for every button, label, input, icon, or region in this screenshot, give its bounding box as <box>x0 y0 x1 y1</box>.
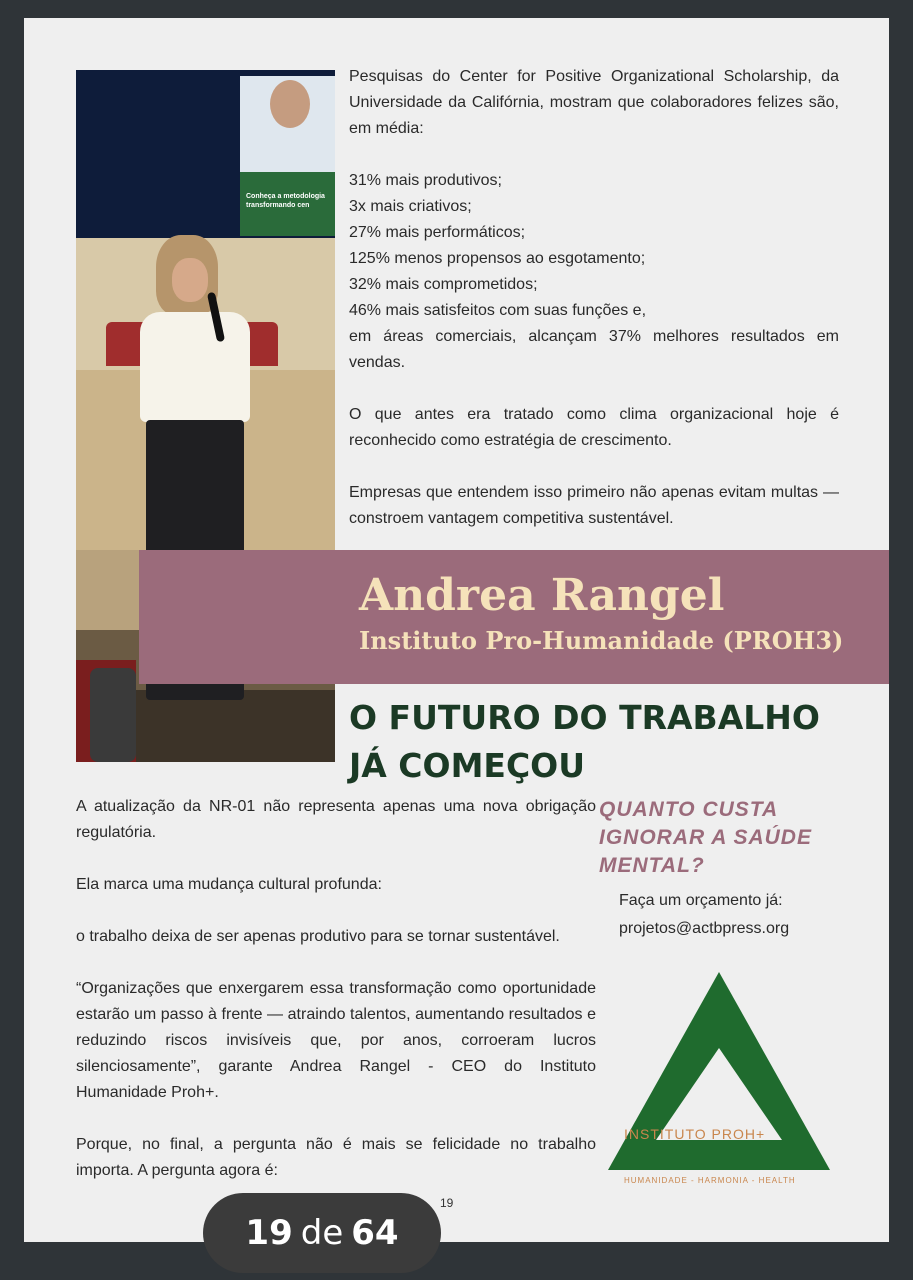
article-headline: O FUTURO DO TRABALHO JÁ COMEÇOU <box>349 698 820 785</box>
logo-tagline: HUMANIDADE - HARMONIA - HEALTH <box>624 1176 796 1185</box>
cultural-change-paragraph: Ela marca uma mudança cultural profunda: <box>76 876 382 893</box>
stat-item: 3x mais criativos; <box>349 198 472 215</box>
slide-caption: Conheça a metodologia transformando cen <box>246 193 325 209</box>
chair-arm <box>90 668 136 762</box>
speaker-shirt <box>140 312 250 422</box>
projection-screen <box>76 70 335 238</box>
author-name: Andrea Rangel <box>359 570 725 621</box>
intro-paragraph: Pesquisas do Center for Positive Organizational Scholarship, da Universidade da Califórnia, mostram que colaboradores felizes são, em média: <box>349 68 839 137</box>
author-banner <box>139 550 889 684</box>
competitive-paragraph: Empresas que entendem isso primeiro não apenas evitam multas — constroem vantagem competitiva sustentável. <box>349 484 839 527</box>
left-text-column <box>76 794 596 1210</box>
page-separator: de <box>300 1213 344 1253</box>
screen-slide <box>240 76 335 236</box>
stat-item: 32% mais comprometidos; <box>349 276 538 293</box>
strategy-paragraph: O que antes era tratado como clima organizacional hoje é reconhecido como estratégia de crescimento. <box>349 406 839 449</box>
page-number: 19 <box>440 1196 454 1210</box>
question-lead-paragraph: Porque, no final, a pergunta não é mais se felicidade no trabalho importa. A pergunta agora é: <box>76 1136 596 1179</box>
speaker-face <box>172 258 208 302</box>
total-pages: 64 <box>351 1213 399 1253</box>
top-text-column <box>349 64 839 558</box>
nr01-paragraph: A atualização da NR-01 não representa apenas uma nova obrigação regulatória. <box>76 798 596 841</box>
contact-email[interactable]: projetos@actbpress.org <box>619 920 790 937</box>
slide-portrait <box>270 80 310 128</box>
stat-item: 46% mais satisfeitos com suas funções e, <box>349 302 647 319</box>
page-indicator <box>203 1193 441 1273</box>
stat-item: 125% menos propensos ao esgotamento; <box>349 250 646 267</box>
stats-list <box>349 168 839 376</box>
stat-item: 27% mais performáticos; <box>349 224 526 241</box>
sustainable-paragraph: o trabalho deixa de ser apenas produtivo para se tornar sustentável. <box>76 928 560 945</box>
author-organization: Instituto Pro-Humanidade (PROH3) <box>359 626 844 655</box>
quote-cta: Faça um orçamento já: <box>619 892 783 909</box>
stat-item: 31% mais produtivos; <box>349 172 502 189</box>
quote-paragraph: “Organizações que enxergarem essa transformação como oportunidade estarão um passo à frente — atraindo talentos, aumentando resultados e reduzindo riscos invisíveis que, por anos, corroeram lucros silenciosamente”, garante Andrea Rangel - CEO do Instituto Humanidade Proh+. <box>76 980 596 1101</box>
stat-item: em áreas comerciais, alcançam 37% melhores resultados em vendas. <box>349 328 839 371</box>
cost-question: QUANTO CUSTA IGNORAR A SAÚDE MENTAL? <box>599 798 812 877</box>
triangle-logo-icon <box>604 968 834 1198</box>
current-page: 19 <box>245 1213 293 1253</box>
logo-name: INSTITUTO PROH+ <box>624 1126 766 1142</box>
magazine-page <box>24 18 889 1242</box>
